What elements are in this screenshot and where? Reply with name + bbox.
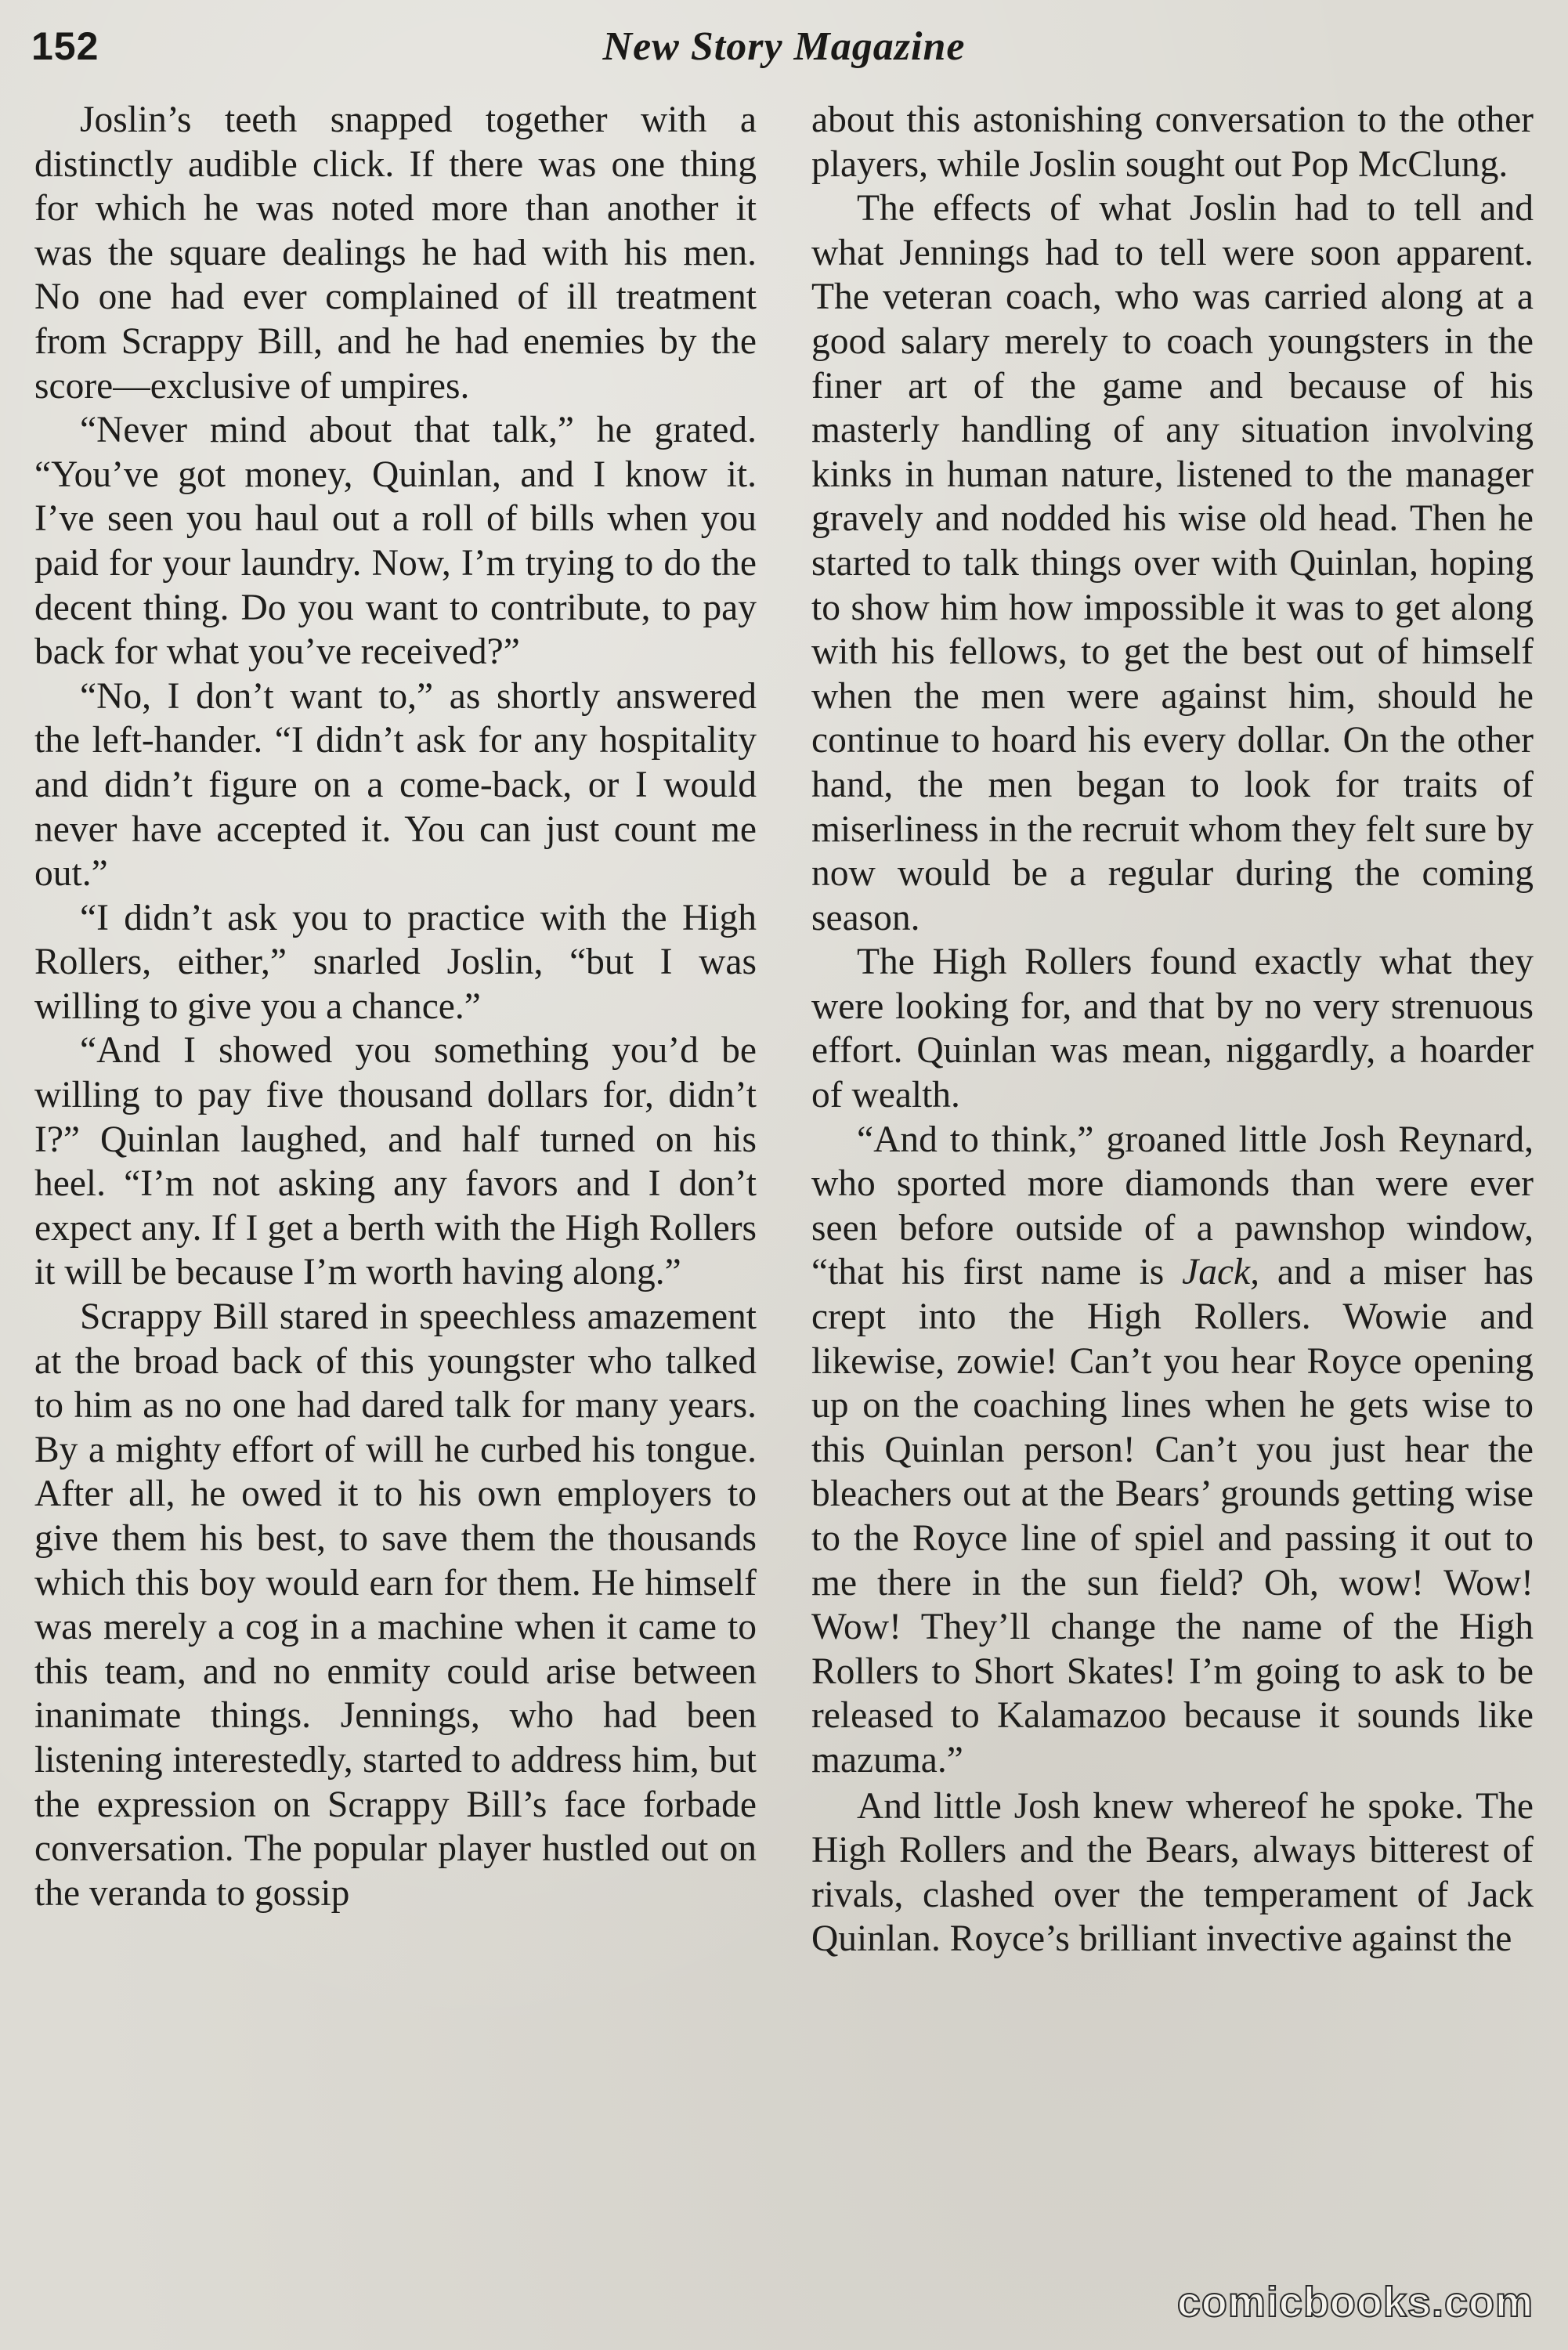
- page-number: 152: [31, 24, 99, 68]
- paragraph: The High Rollers found exactly what they were looking for, and that by no very strenuous effort. Quinlan was mean, niggardly, a hoarder of wealth.: [811, 942, 1534, 1116]
- paragraph: “No, I don’t want to,” as shortly answered the left-hander. “I didn’t ask for any hospitality and didn’t figure on a come-back, or I would never have accepted it. You can just count me out.”: [34, 675, 757, 895]
- left-column: [34, 98, 757, 1961]
- paragraph: Joslin’s teeth snapped together with a distinctly audible click. If there was one thing for which he was noted more than another it was the square dealings he had with his men. No one had ever complained of ill treatment from Scrappy Bill, and he had enemies by the score—exclusive of umpires.: [34, 99, 757, 407]
- paragraph-josh-quote: [811, 1118, 1534, 1783]
- paragraph: Scrappy Bill stared in speechless amazement at the broad back of this youngster who talked to him as no one had dared talk for many years. By a mighty effort of will he curbed his tongue. After all, he owed it to his own employers to give them his best, to save them the thousands which this boy would earn for them. He himself was merely a cog in a machine when it came to this team, and no enmity could arise between inanimate things. Jennings, who had been listening interestedly, started to address him, but the expression on Scrappy Bill’s face forbade conversation. The popular player hustled out on the veranda to gossip: [34, 1296, 757, 1914]
- paragraph: And little Josh knew whereof he spoke. The High Rollers and the Bears, always bitterest of rivals, clashed over the temperament of Jack Quinlan. Royce’s brilliant invective against the: [811, 1785, 1534, 1960]
- continued-paragraph: about this astonishing conversation to the other players, while Joslin sought out Pop McClung.: [811, 99, 1534, 185]
- paragraph: The effects of what Joslin had to tell and what Jennings had to tell were soon apparent. The veteran coach, who was carried along at a good salary merely to coach youngsters in the finer art of the game and because of his masterly handling of any situation involving kinks in human nature, listened to the manager gravely and nodded his wise old head. Then he started to talk things over with Quinlan, hoping to show him how impossible it was to get along with his fellows, to get the best out of himself when the men were against him, should he continue to hoard his every dollar. On the other hand, the men began to look for traits of miserliness in the recruit whom they felt sure by now would be a regular during the coming season.: [811, 188, 1534, 938]
- paragraph: “I didn’t ask you to practice with the High Rollers, either,” snarled Joslin, “but I was willing to give you a chance.”: [34, 897, 757, 1027]
- paragraph: “Never mind about that talk,” he grated. “You’ve got money, Quinlan, and I know it. I’ve seen you haul out a roll of bills when you paid for your laundry. Now, I’m trying to do the decent thing. Do you want to contribute, to pay back for what you’ve received?”: [34, 410, 757, 673]
- page-header: [31, 17, 1537, 80]
- italic-name: Jack,: [1182, 1252, 1260, 1293]
- quote-text-after: and a miser has crept into the High Rollers. Wowie and likewise, zowie! Can’t you hear Royce opening up on the coaching lines when he gets wise to this Quinlan person! Can’t you just hear the bleachers out at the Bears’ grounds getting wise to the Royce line of spiel and passing it out to me there in the sun field? Oh, wow! Wow! Wow! They’ll change the name of the High Rollers to Short Skates! I’m going to ask to be released to Kalamazoo because it sounds like mazuma.”: [811, 1252, 1534, 1781]
- paragraph: “And I showed you something you’d be willing to pay five thousand dollars for, didn’t I?” Quinlan laughed, and half turned on his heel. “I’m not asking any favors and I don’t expect any. If I get a berth with the High Rollers it will be because I’m worth having along.”: [34, 1030, 757, 1293]
- text-columns: [34, 98, 1534, 1961]
- watermark-logo: comicbooks.com: [1176, 2279, 1534, 2326]
- running-title: New Story Magazine: [602, 24, 966, 69]
- quote-text-before: “And to think,” groaned little Josh Reynard, who sported more diamonds than were ever seen before outside of a pawnshop window, “that his first name is: [811, 1119, 1534, 1293]
- right-column: [811, 98, 1534, 1961]
